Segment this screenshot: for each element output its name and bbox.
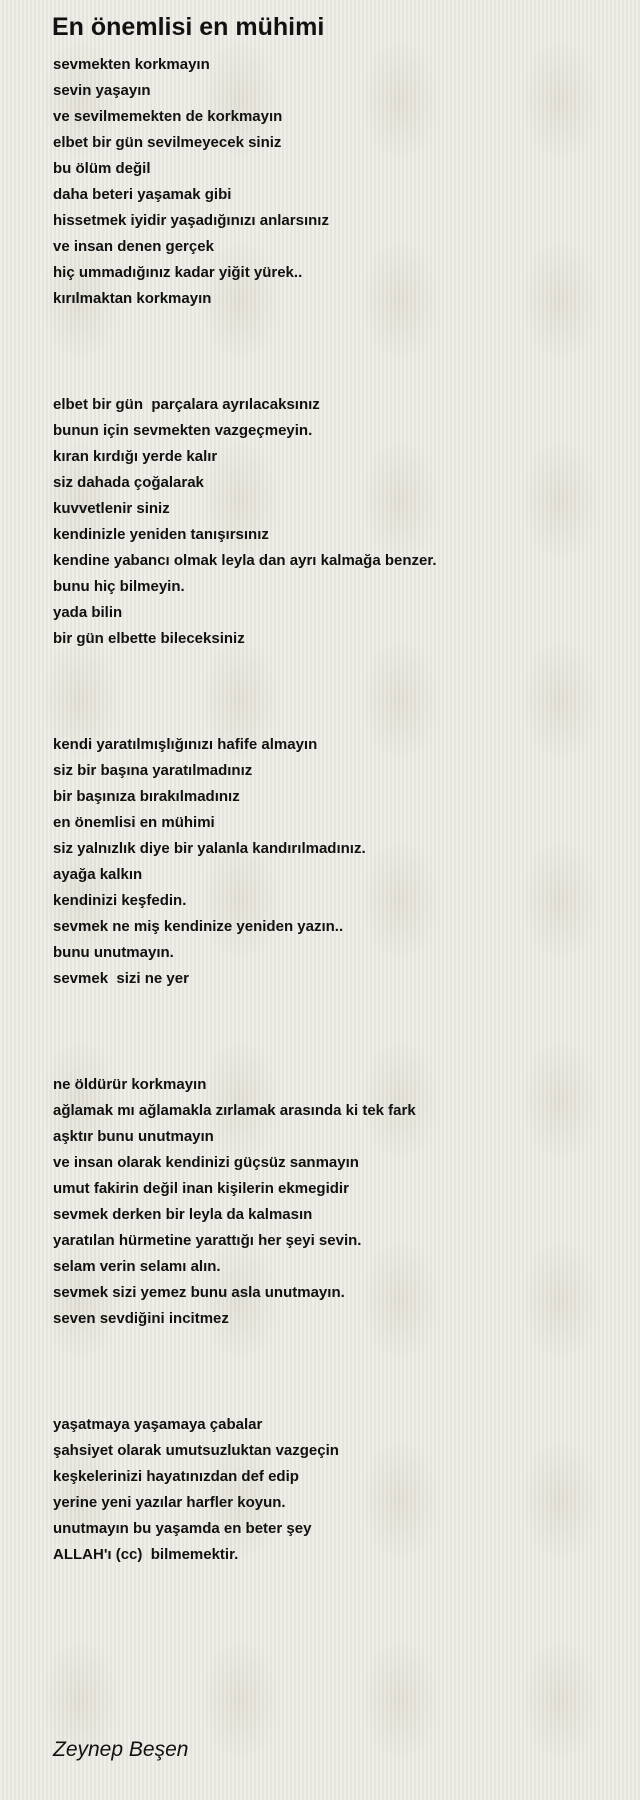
poem-line: bunun için sevmekten vazgeçmeyin. [53,422,313,439]
poem-line: bunu unutmayın. [53,944,174,961]
poem-line: yerine yeni yazılar harfler koyun. [53,1494,286,1511]
poem-line: hissetmek iyidir yaşadığınızı anlarsınız [53,212,329,229]
poem-line: ALLAH'ı (cc) bilmemektir. [53,1546,239,1563]
poem-body [53,52,613,1648]
poem-line: siz bir başına yaratılmadınız [53,762,253,779]
poem-line: bunu hiç bilmeyin. [53,578,185,595]
poem-line: elbet bir gün parçalara ayrılacaksınız [53,396,320,413]
poem-title: En önemlisi en mühimi [52,13,325,41]
poem-line: sevmek ne miş kendinize yeniden yazın.. [53,918,344,935]
poem-line: kendine yabancı olmak leyla dan ayrı kalmağa benzer. [53,552,437,569]
poem-line: kırılmaktan korkmayın [53,290,212,307]
poem-line: hiç ummadığınız kadar yiğit yürek.. [53,264,303,281]
poem-line: yada bilin [53,604,123,621]
stanza-2 [53,392,613,652]
poem-line: elbet bir gün sevilmeyecek siniz [53,134,282,151]
poem-line: kendinizi keşfedin. [53,892,187,909]
poem-line: yaratılan hürmetine yarattığı her şeyi sevin. [53,1232,362,1249]
poem-line: ne öldürür korkmayın [53,1076,207,1093]
poem-line: kuvvetlenir siniz [53,500,170,517]
poem-line: en önemlisi en mühimi [53,814,215,831]
poem-line: şahsiyet olarak umutsuzluktan vazgeçin [53,1442,339,1459]
poem-line: sevmekten korkmayın [53,56,210,73]
poem-author: Zeynep Beşen [53,1738,189,1761]
poem-line: kendinizle yeniden tanışırsınız [53,526,269,543]
poem-line: seven sevdiğini incitmez [53,1310,229,1327]
stanza-5 [53,1412,613,1568]
poem-line: kıran kırdığı yerde kalır [53,448,218,465]
poem-line: sevmek derken bir leyla da kalmasın [53,1206,313,1223]
poem-line: siz dahada çoğalarak [53,474,204,491]
poem-line: daha beteri yaşamak gibi [53,186,232,203]
poem-line: aşktır bunu unutmayın [53,1128,214,1145]
poem-line: ağlamak mı ağlamakla zırlamak arasında ki tek fark [53,1102,416,1119]
poem-line: selam verin selamı alın. [53,1258,221,1275]
stanza-3 [53,732,613,992]
poem-line: sevin yaşayın [53,82,151,99]
stanza-1 [53,52,613,312]
poem-line: yaşatmaya yaşamaya çabalar [53,1416,263,1433]
poem-line: keşkelerinizi hayatınızdan def edip [53,1468,299,1485]
poem-line: bir başınıza bırakılmadınız [53,788,240,805]
poem-line: umut fakirin değil inan kişilerin ekmegidir [53,1180,349,1197]
poem-line: ayağa kalkın [53,866,143,883]
poem-line: ve sevilmemekten de korkmayın [53,108,283,125]
poem-line: sevmek sizi ne yer [53,970,189,987]
stanza-4 [53,1072,613,1332]
poem-line: siz yalnızlık diye bir yalanla kandırılmadınız. [53,840,366,857]
poem-line: bir gün elbette bileceksiniz [53,630,245,647]
poem-line: bu ölüm değil [53,160,151,177]
poem-line: ve insan olarak kendinizi güçsüz sanmayın [53,1154,359,1171]
poem-line: ve insan denen gerçek [53,238,214,255]
poem-line: unutmayın bu yaşamda en beter şey [53,1520,312,1537]
poem-line: sevmek sizi yemez bunu asla unutmayın. [53,1284,345,1301]
poem-line: kendi yaratılmışlığınızı hafife almayın [53,736,318,753]
